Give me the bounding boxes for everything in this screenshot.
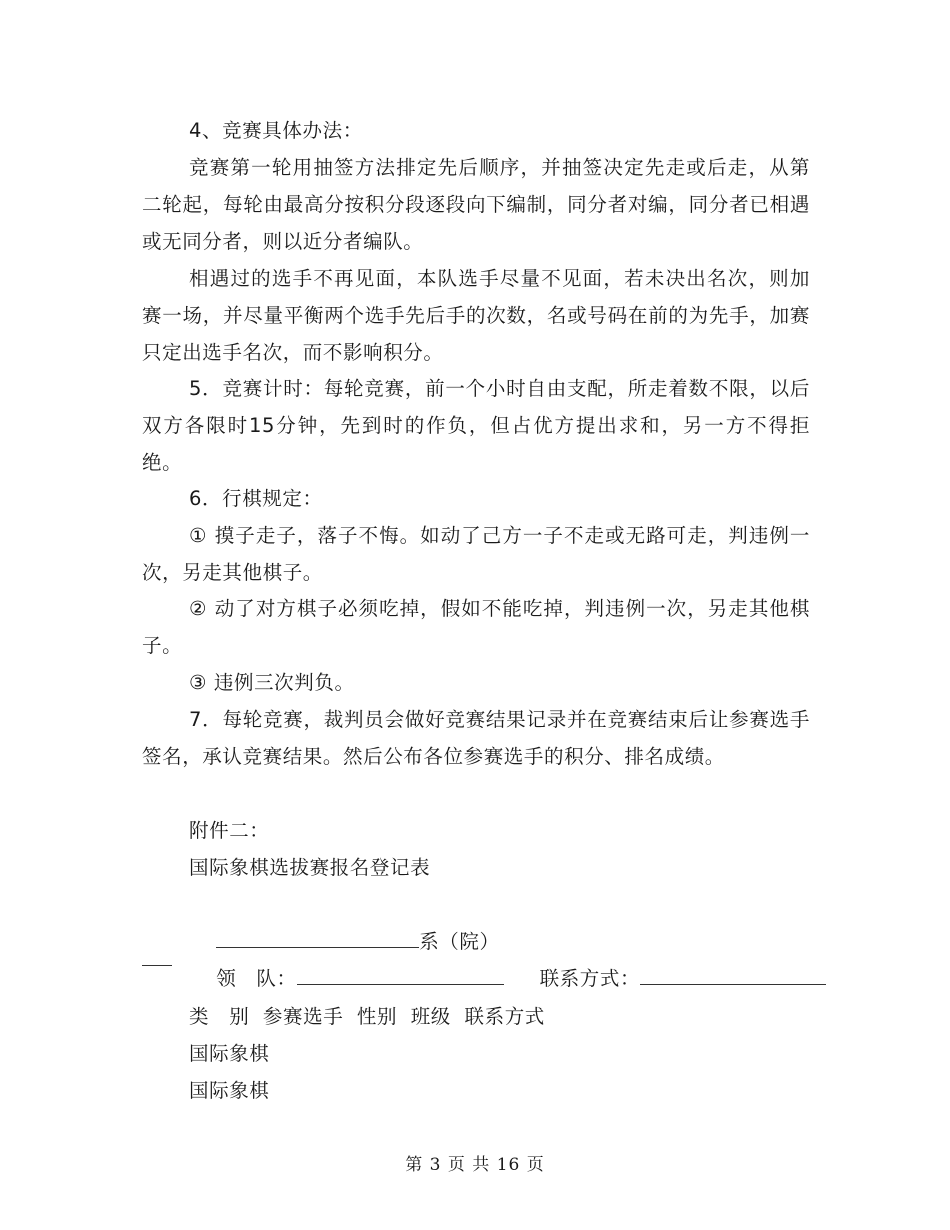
paragraph-timing: 5．竞赛计时：每轮竞赛，前一个小时自由支配，所走着数不限，以后双方各限时15分钟，先到时的作负，但占优方提出求和，另一方不得拒绝。 <box>142 377 810 474</box>
contact-blank-continuation <box>142 965 172 966</box>
leader-blank[interactable] <box>297 962 504 985</box>
contact-blank[interactable] <box>640 962 826 985</box>
section-heading-4: 4、竞赛具体办法： <box>189 119 363 142</box>
contact-label: 联系方式： <box>539 967 641 990</box>
rule-item-3: ③ 违例三次判负。 <box>189 671 355 694</box>
table-row-2: 国际象棋 <box>189 1079 270 1102</box>
table-header-row: 类 别 参赛选手 性别 班级 联系方式 <box>189 1005 545 1028</box>
paragraph-results: 7．每轮竞赛，裁判员会做好竞赛结果记录并在竞赛结束后让参赛选手签名，承认竞赛结果。然后公布各位参赛选手的积分、排名成绩。 <box>142 708 810 768</box>
table-row-1: 国际象棋 <box>189 1042 270 1065</box>
paragraph-draw-rules: 竞赛第一轮用抽签方法排定先后顺序，并抽签决定先走或后走，从第二轮起，每轮由最高分按积分段逐段向下编制，同分者对编，同分者已相遇或无同分者，则以近分者编队。 <box>142 156 810 253</box>
page-footer: 第 3 页 共 16 页 <box>405 1155 545 1175</box>
form-title: 国际象棋选拔赛报名登记表 <box>189 856 431 879</box>
rule-item-2: ② 动了对方棋子必须吃掉，假如不能吃掉，判违例一次，另走其他棋子。 <box>142 597 810 657</box>
attachment-label: 附件二： <box>189 819 270 842</box>
department-suffix: 系（院） <box>419 930 500 953</box>
rule-item-1: ① 摸子走子，落子不悔。如动了己方一子不走或无路可走，判违例一次，另走其他棋子。 <box>142 524 810 584</box>
leader-label: 领 队： <box>216 967 297 990</box>
section-heading-6: 6．行棋规定： <box>189 487 323 510</box>
paragraph-meeting-rules: 相遇过的选手不再见面，本队选手尽量不见面，若未决出名次，则加赛一场，并尽量平衡两个选手先后手的次数，名或号码在前的为先手，加赛只定出选手名次，而不影响积分。 <box>142 267 810 364</box>
